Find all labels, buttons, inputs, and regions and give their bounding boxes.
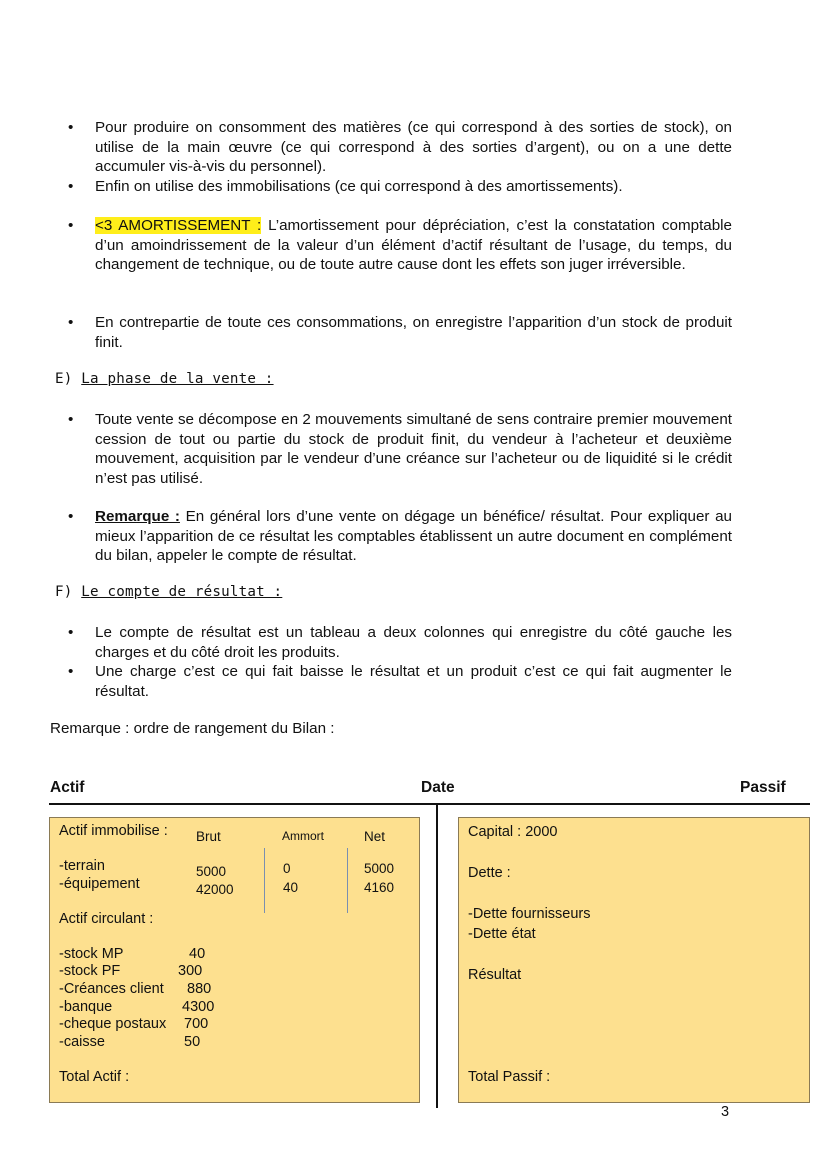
list-item: • Remarque : En général lors d’une vente on dégage un bénéfice/ résultat. Pour expliquer au mieux l’apparition de ce résultat les comptables établissent un autre document en complément du bilan, appeler le compte de résultat. xyxy=(68,508,732,564)
list-item: • En contrepartie de toute ces consommations, on enregistre l’apparition d’un stock de produit finit. xyxy=(68,314,732,351)
vente-paragraph xyxy=(66,410,732,488)
circulant-banque-label: -banque xyxy=(59,999,113,1015)
col-amort-header: Ammort xyxy=(282,829,324,843)
row-terrain-brut: 5000 xyxy=(196,864,227,879)
row-equipement-label: -équipement xyxy=(59,876,140,892)
resultat: Résultat xyxy=(468,967,522,983)
bullet-icon: • xyxy=(68,411,74,428)
remarque-bilan: Remarque : ordre de rangement du Bilan : xyxy=(50,720,335,737)
bullet-icon: • xyxy=(68,663,74,680)
circulant-stock-mp-label: -stock MP xyxy=(59,946,124,962)
bullet-icon: • xyxy=(68,624,74,641)
bullet-icon: • xyxy=(68,314,74,331)
row-terrain-amort: 0 xyxy=(283,861,291,876)
section-f-heading: F) Le compte de résultat : xyxy=(55,584,283,600)
circulant-caisse-value: 50 xyxy=(184,1034,201,1050)
passif-box xyxy=(458,817,810,1103)
total-actif: Total Actif : xyxy=(59,1069,130,1085)
row-terrain-label: -terrain xyxy=(59,858,105,874)
list-item: • Toute vente se décompose en 2 mouvements simultané de sens contraire premier mouvement cession de tout ou partie du stock de produit finit, du vendeur à l’acheteur et deuxième mouvement, acquisition par le vendeur d’une créance sur l’acheteur ou de liquidité si le crédit n’est pas utilisé. xyxy=(68,411,732,487)
dette-fournisseurs: -Dette fournisseurs xyxy=(468,906,591,922)
dette-etat: -Dette état xyxy=(468,926,536,942)
date-header: Date xyxy=(421,779,455,796)
bullet-icon: • xyxy=(68,119,74,136)
page-number: 3 xyxy=(721,1104,730,1120)
row-equipement-brut: 42000 xyxy=(196,882,234,897)
passif-header: Passif xyxy=(740,779,786,796)
section-e-heading: E) La phase de la vente : xyxy=(55,371,274,387)
bullet-icon: • xyxy=(68,177,74,195)
dette-label: Dette : xyxy=(468,865,511,881)
column-divider xyxy=(347,848,348,913)
circulant-creances-value: 880 xyxy=(187,981,212,997)
bilan-center-divider xyxy=(436,805,438,1108)
col-net-header: Net xyxy=(364,829,386,844)
amortissement-highlight: <3 AMORTISSEMENT : xyxy=(95,217,262,234)
row-equipement-net: 4160 xyxy=(364,880,395,895)
actif-circulant-label: Actif circulant : xyxy=(59,911,154,927)
circulant-creances-label: -Créances client xyxy=(59,981,164,997)
bilan-header-rule xyxy=(49,803,810,805)
list-item: • Le compte de résultat est un tableau a deux colonnes qui enregistre du côté gauche les charges et du côté droit les produits. xyxy=(68,624,732,661)
row-terrain-net: 5000 xyxy=(364,861,395,876)
consumption-list xyxy=(66,118,732,196)
remarque-paragraph xyxy=(66,507,732,566)
bullet-icon: • xyxy=(68,508,74,525)
total-passif: Total Passif : xyxy=(468,1069,551,1085)
list-item: • <3 AMORTISSEMENT : L’amortissement pour dépréciation, c’est la constatation comptable d’un amoindrissement de la valeur d’un élément d’actif résultant de l’usage, du temps, du changement de technique, ou de toute autre cause dont les effets son juger irréversible. xyxy=(68,217,733,273)
circulant-banque-value: 4300 xyxy=(182,999,215,1015)
contrepartie-paragraph xyxy=(66,313,732,352)
circulant-stock-pf-value: 300 xyxy=(178,963,203,979)
row-equipement-amort: 40 xyxy=(283,880,299,895)
circulant-cheque-value: 700 xyxy=(184,1016,209,1032)
list-item: • Pour produire on consomment des matières (ce qui correspond à des sorties de stock), on utilise de la main œuvre (ce qui correspond à des sorties d’argent), ou on a une dette accumuler vis-à-vis du personnel). xyxy=(68,119,732,175)
compte-resultat-list xyxy=(66,623,732,701)
list-item: • Une charge c’est ce qui fait baisse le résultat et un produit c’est ce qui fait augmenter le résultat. xyxy=(68,663,732,700)
actif-box xyxy=(49,817,420,1103)
column-divider xyxy=(264,848,265,913)
bullet-icon: • xyxy=(68,217,74,234)
amortissement-paragraph xyxy=(66,216,732,275)
circulant-caisse-label: -caisse xyxy=(59,1034,105,1050)
capital: Capital : 2000 xyxy=(468,824,558,840)
col-brut-header: Brut xyxy=(196,829,221,844)
list-item: • Enfin on utilise des immobilisations (ce qui correspond à des amortissements). xyxy=(68,177,623,195)
circulant-cheque-label: -cheque postaux xyxy=(59,1016,167,1032)
actif-header: Actif xyxy=(50,779,85,796)
circulant-stock-mp-value: 40 xyxy=(189,946,206,962)
actif-immobilise-label: Actif immobilise : xyxy=(59,823,168,839)
circulant-stock-pf-label: -stock PF xyxy=(59,963,121,979)
